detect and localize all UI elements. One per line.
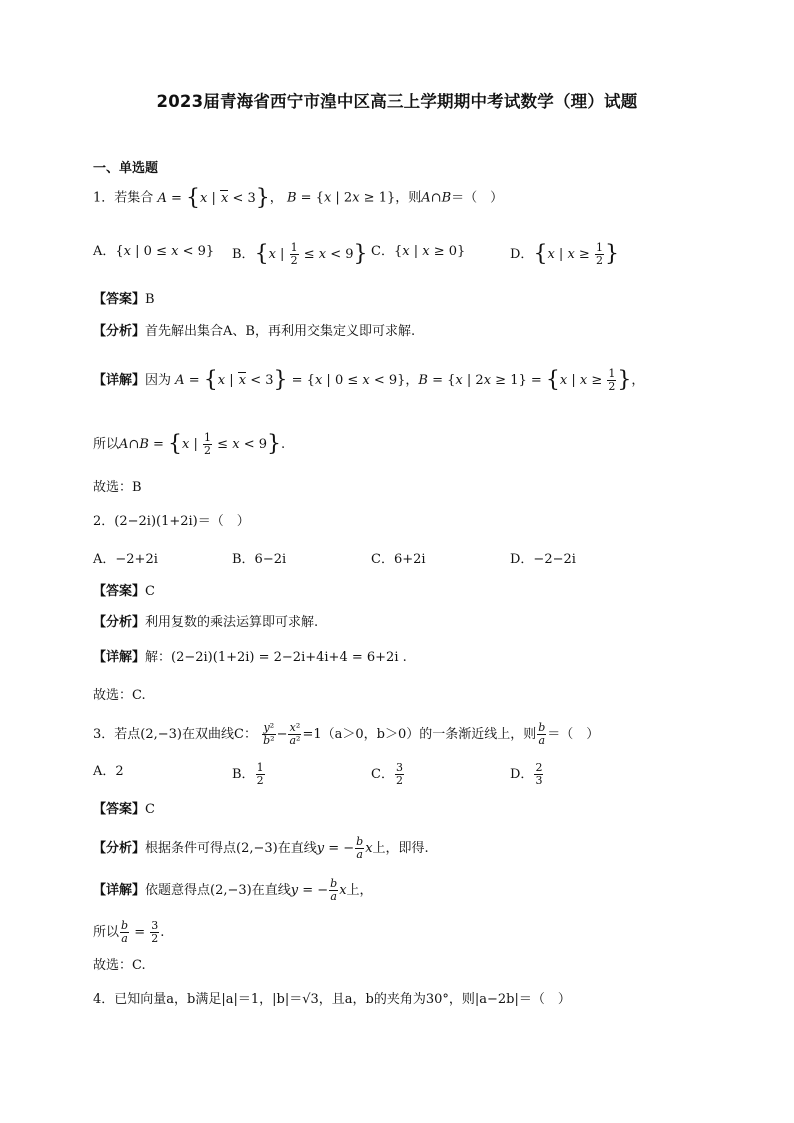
q3-therefore: 所以 $\frac{b}{a}$ = $\frac{3}{2}$ . — [93, 919, 165, 945]
page-title: 2023届青海省西宁市湟中区高三上学期期中考试数学（理）试题 — [156, 92, 638, 111]
q1-analysis: 【分析】首先解出集合A、B，再利用交集定义即可求解. — [93, 324, 416, 339]
q3-analysis: 【分析】根据条件可得点(2,−3)在直线y = − $\frac{b}{a}$ x上，即得. — [93, 835, 429, 861]
q1-option-a: A．{x | 0 ≤ x < 9} — [93, 244, 215, 259]
q1-option-c: C．{x | x ≥ 0} — [371, 244, 466, 259]
q1-answer: 【答案】B — [93, 292, 155, 307]
section-heading: 一、单选题 — [93, 161, 159, 176]
q3-option-b: B． $\frac{1}{2}$ — [232, 761, 264, 787]
q2-choose: 故选：C. — [93, 688, 146, 703]
q2-stem: 2．(2−2i)(1+2i)＝（ ） — [93, 514, 250, 529]
q1-option-b: B．{x | $\frac{1}{2}$ ≤ x < 9} — [232, 241, 368, 267]
q1-choose: 故选：B — [93, 480, 142, 495]
q2-detail: 【详解】解：(2−2i)(1+2i) = 2−2i+4i+4 = 6+2i . — [93, 650, 407, 665]
q1-detail: 【详解】因为 A = {x | x < 3} = {x | 0 ≤ x < 9}，B = {x | 2x ≥ 1} = {x | x ≥ $\frac{1}{2}$ }， — [93, 367, 645, 393]
q3-option-d: D． $\frac{2}{3}$ — [510, 761, 543, 787]
q3-detail: 【详解】依题意得点(2,−3)在直线y = − $\frac{b}{a}$ x上， — [93, 877, 373, 903]
q1-option-d: D．{x | x ≥ $\frac{1}{2}$ } — [510, 241, 619, 267]
q3-stem: 3．若点(2,−3)在双曲线C： $\frac{\text{y²}}{\text{b²}}$ − $\frac{\text{x²}}{\text{a²}}$ =1（a＞0，b＞0）的一条渐近线上，则 $\frac{b}{a}$ ＝（ ） — [93, 721, 600, 747]
q2-option-d: D．−2−2i — [510, 552, 576, 567]
q2-answer: 【答案】C — [93, 584, 155, 599]
q2-option-c: C．6+2i — [371, 552, 426, 567]
q3-option-a: A．2 — [93, 764, 124, 779]
q2-option-b: B．6−2i — [232, 552, 287, 567]
q4-stem: 4．已知向量a，b满足|a|＝1，|b|＝√3，且a，b的夹角为30°，则|a−2b|＝（ ） — [93, 992, 571, 1007]
q3-option-c: C． $\frac{3}{2}$ — [371, 761, 403, 787]
q2-analysis: 【分析】利用复数的乘法运算即可求解. — [93, 615, 319, 630]
q3-choose: 故选：C. — [93, 958, 146, 973]
q2-option-a: A．−2+2i — [93, 552, 158, 567]
q1-therefore: 所以A∩B = {x | $\frac{1}{2}$ ≤ x < 9}. — [93, 431, 286, 457]
q1-stem: 1．若集合 A = {x | x < 3}， B = {x | 2x ≥ 1}，则A∩B＝（ ） — [93, 185, 504, 210]
q3-answer: 【答案】C — [93, 802, 155, 817]
